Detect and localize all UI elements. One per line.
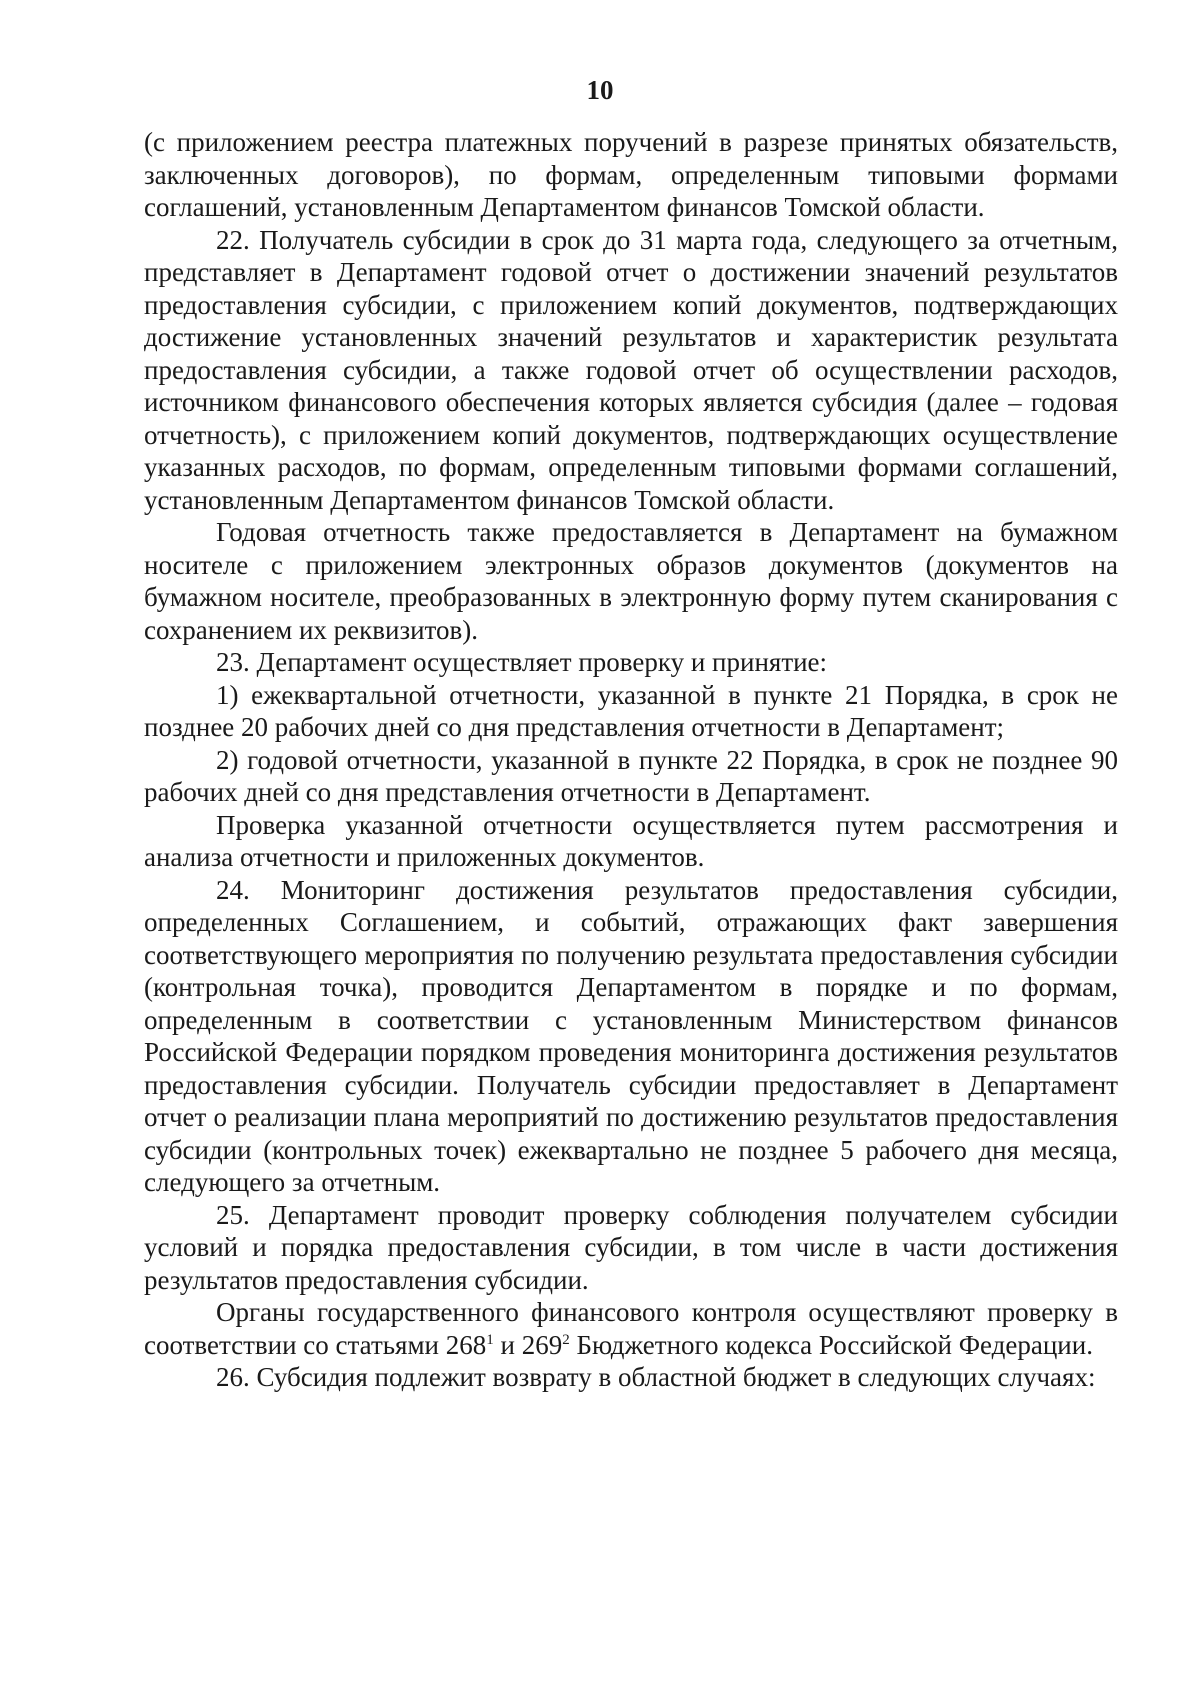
control-text-before: Органы государственного финансового контроля осуществляют проверку в соответствии со статьями 268: [144, 1297, 1118, 1360]
paragraph-26: 26. Субсидия подлежит возврату в областной бюджет в следующих случаях:: [216, 1362, 1096, 1392]
paragraph-25-control: [144, 1296, 1118, 1361]
paragraph-23: 23. Департамент осуществляет проверку и принятие:: [216, 647, 828, 677]
paragraph-25: 25. Департамент проводит проверку соблюдения получателем субсидии условий и порядка предоставления субсидии, в том числе в части достижения результатов предоставления субсидии.: [144, 1199, 1118, 1295]
page-number: 10: [586, 75, 614, 105]
paragraph-24: 24. Мониторинг достижения результатов предоставления субсидии, определенных Соглашением, и событий, отражающих факт завершения соответствующего мероприятия по получению результата предоставления субсидии (контрольная точка), проводится Департаментом в порядке и по формам, определенным в соответствии с установленным Министерством финансов Российской Федерации порядком проведения мониторинга достижения результатов предоставления субсидии. Получатель субсидии предоставляет в Департамент отчет о реализации плана мероприятий по достижению результатов предоставления субсидии (контрольных точек) ежеквартально не позднее 5 рабочего дня месяца, следующего за отчетным.: [144, 874, 1118, 1197]
superscript-1: 1: [486, 1331, 494, 1348]
paragraph-22-annual-reporting: Годовая отчетность также предоставляется в Департамент на бумажном носителе с приложением электронных образов документов (документов на бумажном носителе, преобразованных в электронную форму путем сканирования с сохранением их реквизитов).: [144, 517, 1118, 645]
paragraph-23-item-2: 2) годовой отчетности, указанной в пункте 22 Порядка, в срок не позднее 90 рабочих дней со дня представления отчетности в Департамент.: [144, 744, 1118, 807]
paragraph-23-item-1: 1) ежеквартальной отчетности, указанной в пункте 21 Порядка, в срок не позднее 20 рабочих дней со дня представления отчетности в Департамент;: [144, 679, 1118, 742]
paragraph-22: 22. Получатель субсидии в срок до 31 марта года, следующего за отчетным, представляет в Департамент годовой отчет о достижении значений результатов предоставления субсидии, с приложением копий документов, подтверждающих достижение установленных значений результатов и характеристик результата предоставления субсидии, а также годовой отчет об осуществлении расходов, источником финансового обеспечения которых является субсидия (далее – годовая отчетность), с приложением копий документов, подтверждающих осуществление указанных расходов, по формам, определенным типовыми формами соглашений, установленным Департаментом финансов Томской области.: [144, 224, 1118, 515]
control-text-after: Бюджетного кодекса Российской Федерации.: [569, 1329, 1093, 1360]
paragraph-continuation: (с приложением реестра платежных поручений в разрезе принятых обязательств, заключенных договоров), по формам, определенным типовыми формами соглашений, установленным Департаментом финансов Томской области.: [144, 127, 1118, 222]
document-body: [144, 126, 1118, 1394]
paragraph-23-check: Проверка указанной отчетности осуществляется путем рассмотрения и анализа отчетности и приложенных документов.: [144, 809, 1118, 872]
control-text-middle: и 269: [493, 1329, 563, 1360]
superscript-2: 2: [562, 1331, 570, 1348]
